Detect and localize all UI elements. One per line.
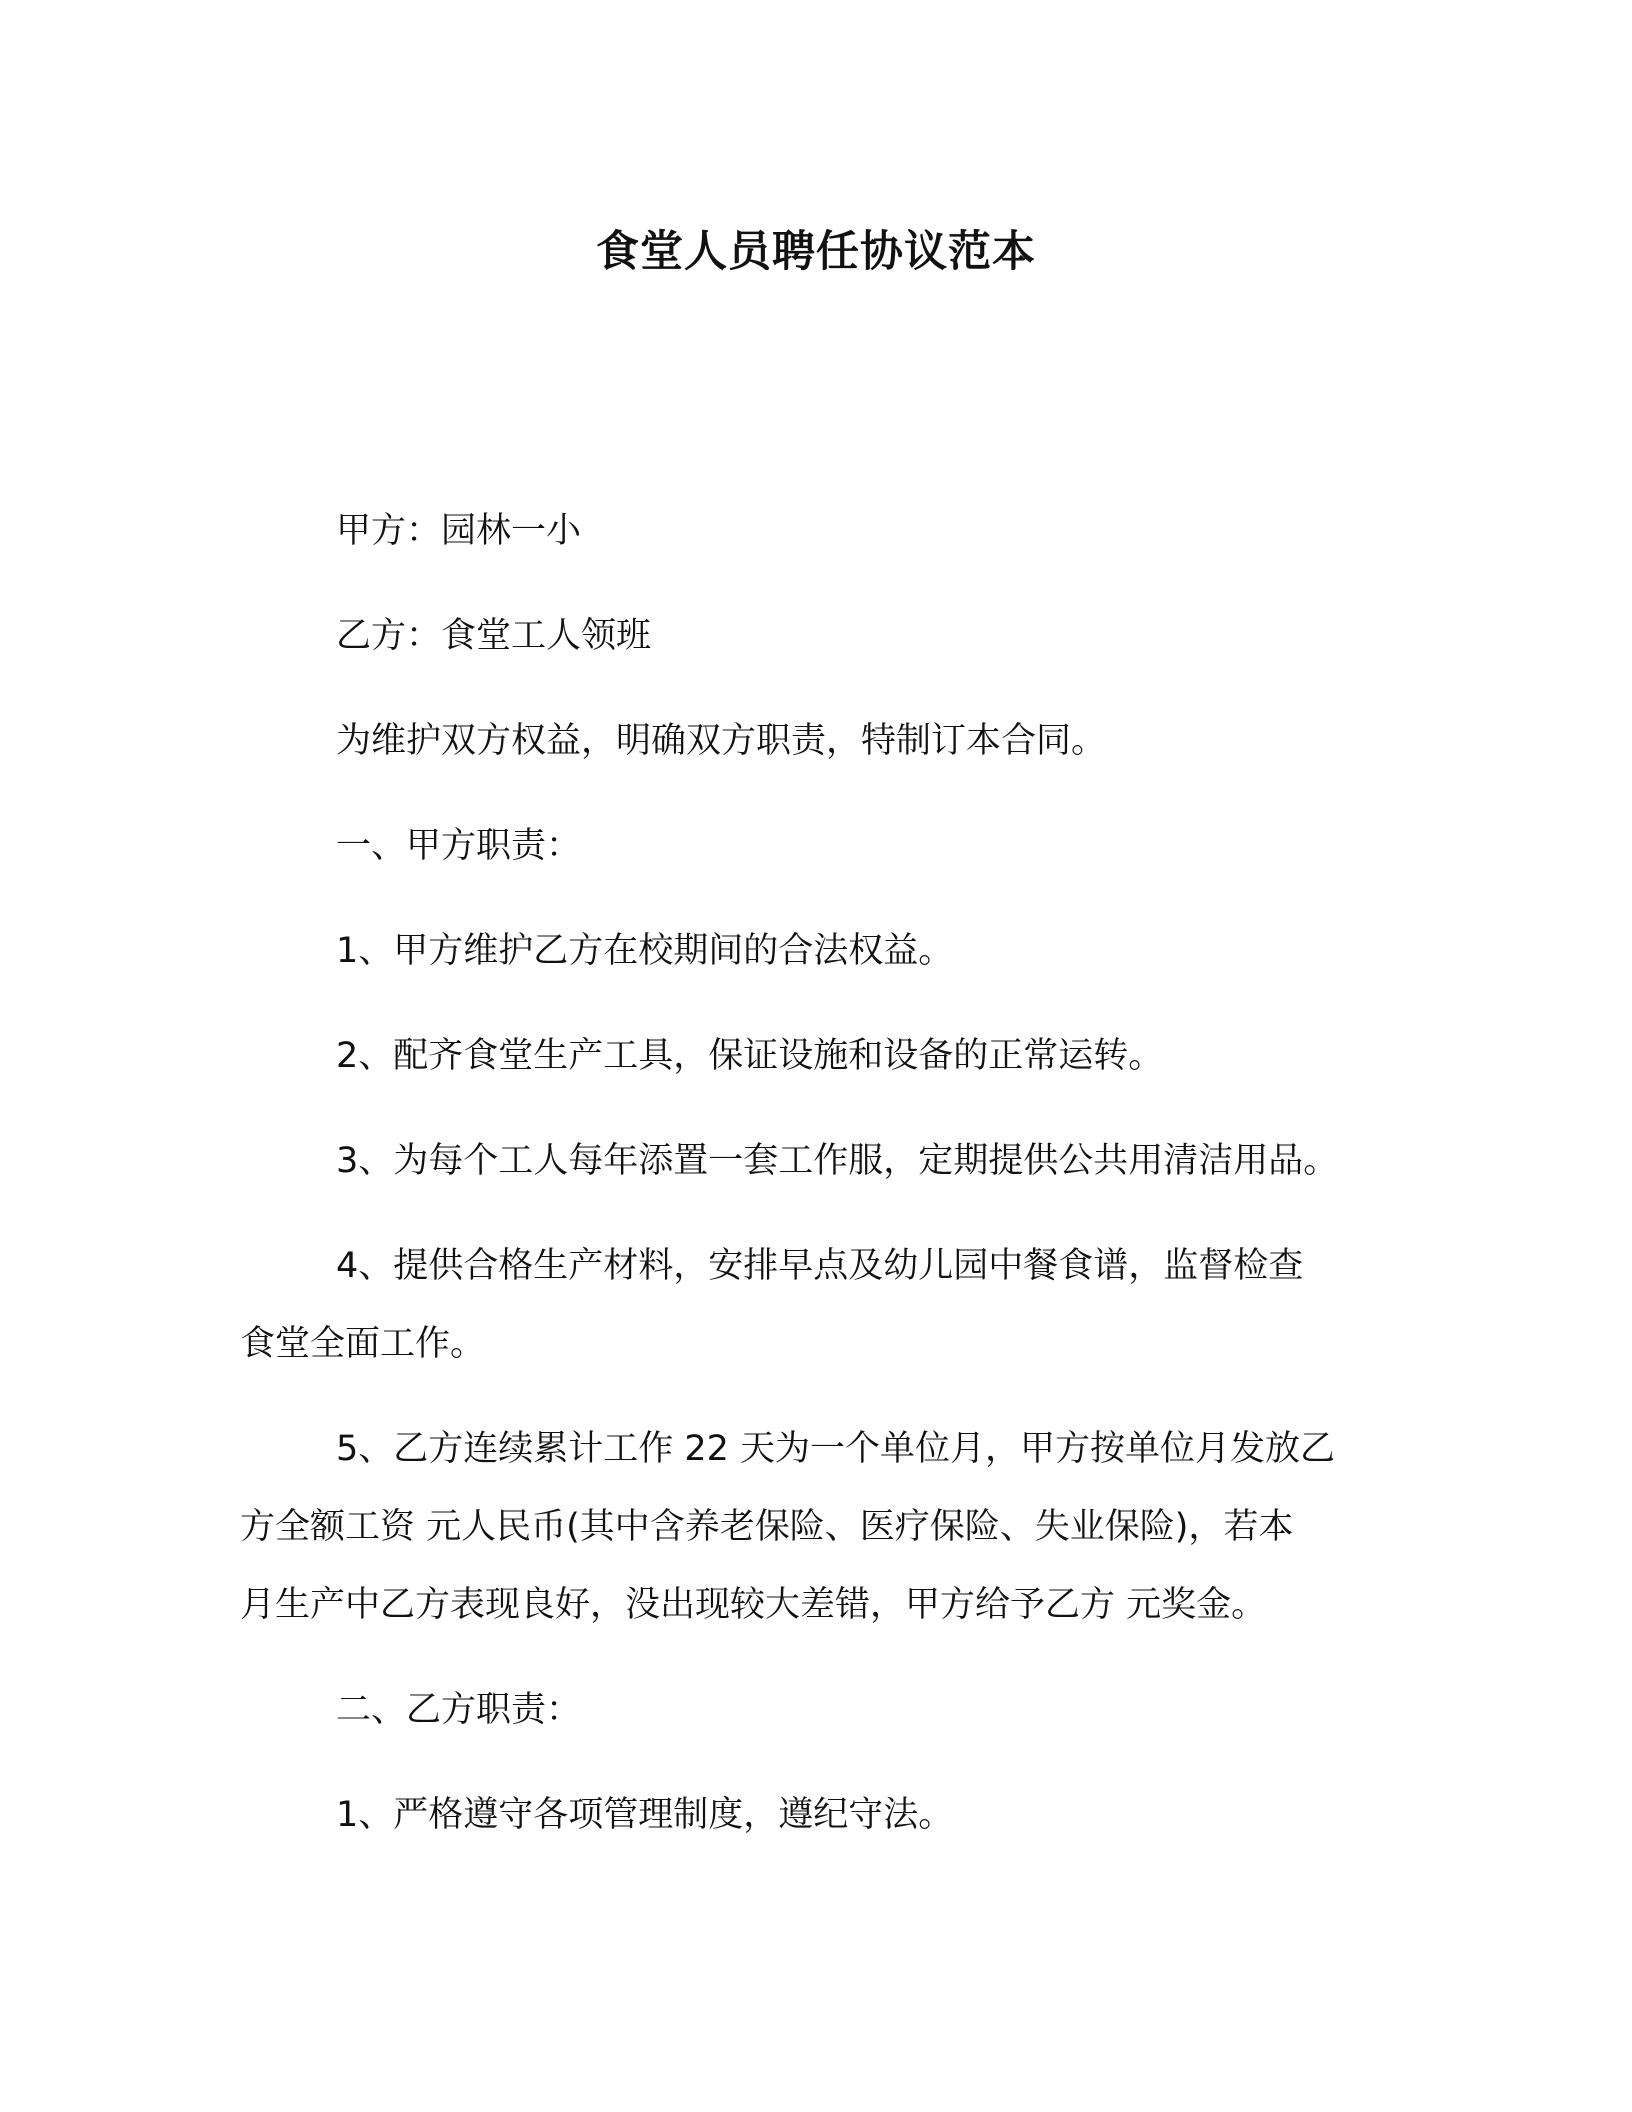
document-title: 食堂人员聘任协议范本 [596, 227, 1036, 277]
section-1-item-4-line-2: 食堂全面工作。 [240, 1324, 486, 1364]
section-1-item-5-line-1: 5、乙方连续累计工作 22 天为一个单位月，甲方按单位月发放乙 [336, 1429, 1336, 1469]
section-2-item-1: 1、严格遵守各项管理制度，遵纪守法。 [336, 1795, 954, 1835]
party-a: 甲方：园林一小 [336, 511, 582, 551]
section-1-item-5-line-2: 方全额工资 元人民币(其中含养老保险、医疗保险、失业保险)，若本 [240, 1507, 1294, 1547]
section-1-item-5 [240, 1410, 1410, 1644]
preamble: 为维护双方权益，明确双方职责，特制订本合同。 [336, 721, 1107, 761]
section-1-item-2: 2、配齐食堂生产工具，保证设施和设备的正常运转。 [336, 1036, 1164, 1076]
party-b: 乙方：食堂工人领班 [336, 616, 652, 656]
section-1-item-1: 1、甲方维护乙方在校期间的合法权益。 [336, 931, 954, 971]
section-1-item-3: 3、为每个工人每年添置一套工作服，定期提供公共用清洁用品。 [336, 1141, 1339, 1181]
section-1-heading: 一、甲方职责： [336, 826, 582, 866]
section-1-item-4 [240, 1227, 1410, 1383]
section-1-item-4-line-1: 4、提供合格生产材料，安排早点及幼儿园中餐食谱，监督检查 [336, 1246, 1304, 1286]
document-body [240, 492, 1410, 1881]
section-2-heading: 二、乙方职责： [336, 1690, 582, 1730]
section-1-item-5-line-3: 月生产中乙方表现良好，没出现较大差错，甲方给予乙方 元奖金。 [240, 1585, 1267, 1625]
